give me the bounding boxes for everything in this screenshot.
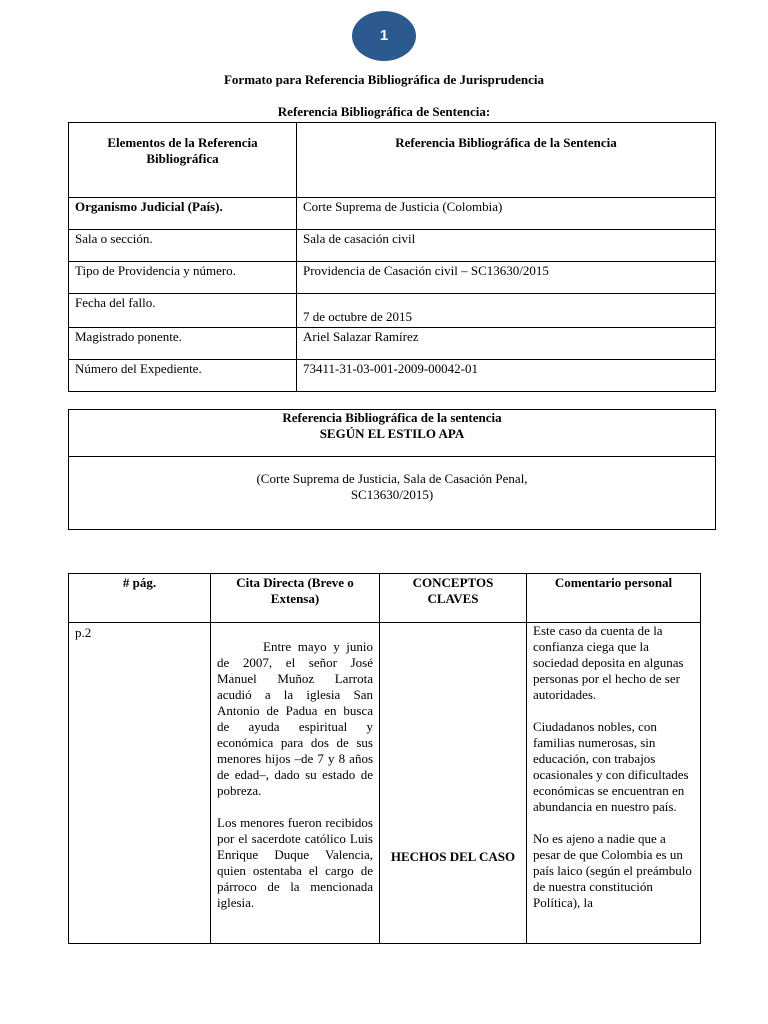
- table-row: [69, 360, 716, 392]
- apa-citation-cell: [69, 457, 716, 530]
- row-value-fecha: 7 de octubre de 2015: [297, 294, 716, 328]
- row-value-organismo: Corte Suprema de Justicia (Colombia): [297, 198, 716, 230]
- cell-direct-quote: [211, 623, 380, 944]
- apa-reference-table: [68, 409, 716, 530]
- quote-paragraph-2: Los menores fueron recibidos por el sacerdote católico Luis Enrique Duque Valencia, quien ostentaba el cargo de párroco de la mencionada iglesia.: [217, 815, 373, 910]
- row-label-tipo: Tipo de Providencia y número.: [69, 262, 297, 294]
- row-value-tipo: Providencia de Casación civil – SC13630/2015: [297, 262, 716, 294]
- comment-paragraph-3: No es ajeno a nadie que a pesar de que Colombia es un país laico (según el preámbulo de nuestra constitución Política), la: [533, 831, 692, 910]
- row-label-magistrado: Magistrado ponente.: [69, 328, 297, 360]
- comment-paragraph-1: Este caso da cuenta de la confianza ciega que la sociedad deposita en algunas personas por el hecho de ser autoridades.: [533, 623, 684, 702]
- row-label-fecha: Fecha del fallo.: [69, 294, 297, 328]
- apa-header-line2: SEGÚN EL ESTILO APA: [319, 426, 465, 441]
- analysis-table: [68, 573, 701, 944]
- row-label-organismo: Organismo Judicial (País).: [69, 198, 297, 230]
- table-row: [69, 623, 701, 944]
- row-label-sala: Sala o sección.: [69, 230, 297, 262]
- page-number-badge: [352, 11, 416, 61]
- table-row: [69, 262, 716, 294]
- document-title: Formato para Referencia Bibliográfica de Jurisprudencia: [223, 72, 545, 87]
- header-page: # pág.: [69, 574, 211, 623]
- header-personal-comment: Comentario personal: [527, 574, 701, 623]
- table-row: [69, 198, 716, 230]
- cell-key-concept: HECHOS DEL CASO: [380, 623, 527, 944]
- comment-paragraph-2: Ciudadanos nobles, con familias numerosas, sin educación, con trabajos ocasionales y con dificultades económicas se encuentran en abundancia en nuestro país.: [533, 719, 689, 814]
- apa-citation-line2: SC13630/2015): [350, 487, 434, 502]
- analysis-header-row: [69, 574, 701, 623]
- apa-citation-row: [69, 457, 716, 530]
- apa-citation-line1: (Corte Suprema de Justicia, Sala de Casación Penal,: [256, 471, 528, 486]
- table-row: [69, 230, 716, 262]
- row-value-sala: Sala de casación civil: [297, 230, 716, 262]
- apa-header-line1: Referencia Bibliográfica de la sentencia: [282, 410, 502, 425]
- apa-header-cell: [69, 410, 716, 457]
- document-subtitle: Referencia Bibliográfica de Sentencia:: [277, 104, 491, 119]
- row-value-magistrado: Ariel Salazar Ramírez: [297, 328, 716, 360]
- reference-header-elements: Elementos de la Referencia Bibliográfica: [69, 123, 297, 198]
- reference-table: [68, 122, 716, 392]
- reference-header-sentence: Referencia Bibliográfica de la Sentencia: [297, 123, 716, 198]
- quote-paragraph-1: Entre mayo y junio de 2007, el señor José Manuel Muñoz Larrota acudió a la iglesia San Antonio de Padua en busca de ayuda espiritual y económica para dos de sus menores hijos –de 7 y 8 años de edad–, dado su estado de pobreza.: [217, 639, 373, 798]
- apa-header-row: [69, 410, 716, 457]
- page-number: 1: [379, 27, 389, 44]
- row-label-expediente: Número del Expediente.: [69, 360, 297, 392]
- header-key-concepts: CONCEPTOS CLAVES: [380, 574, 527, 623]
- table-row: [69, 328, 716, 360]
- cell-personal-comment: [527, 623, 701, 944]
- reference-table-header: [69, 123, 716, 198]
- table-row: [69, 294, 716, 328]
- cell-page: p.2: [69, 623, 211, 944]
- row-value-expediente: 73411-31-03-001-2009-00042-01: [297, 360, 716, 392]
- header-direct-quote: Cita Directa (Breve o Extensa): [211, 574, 380, 623]
